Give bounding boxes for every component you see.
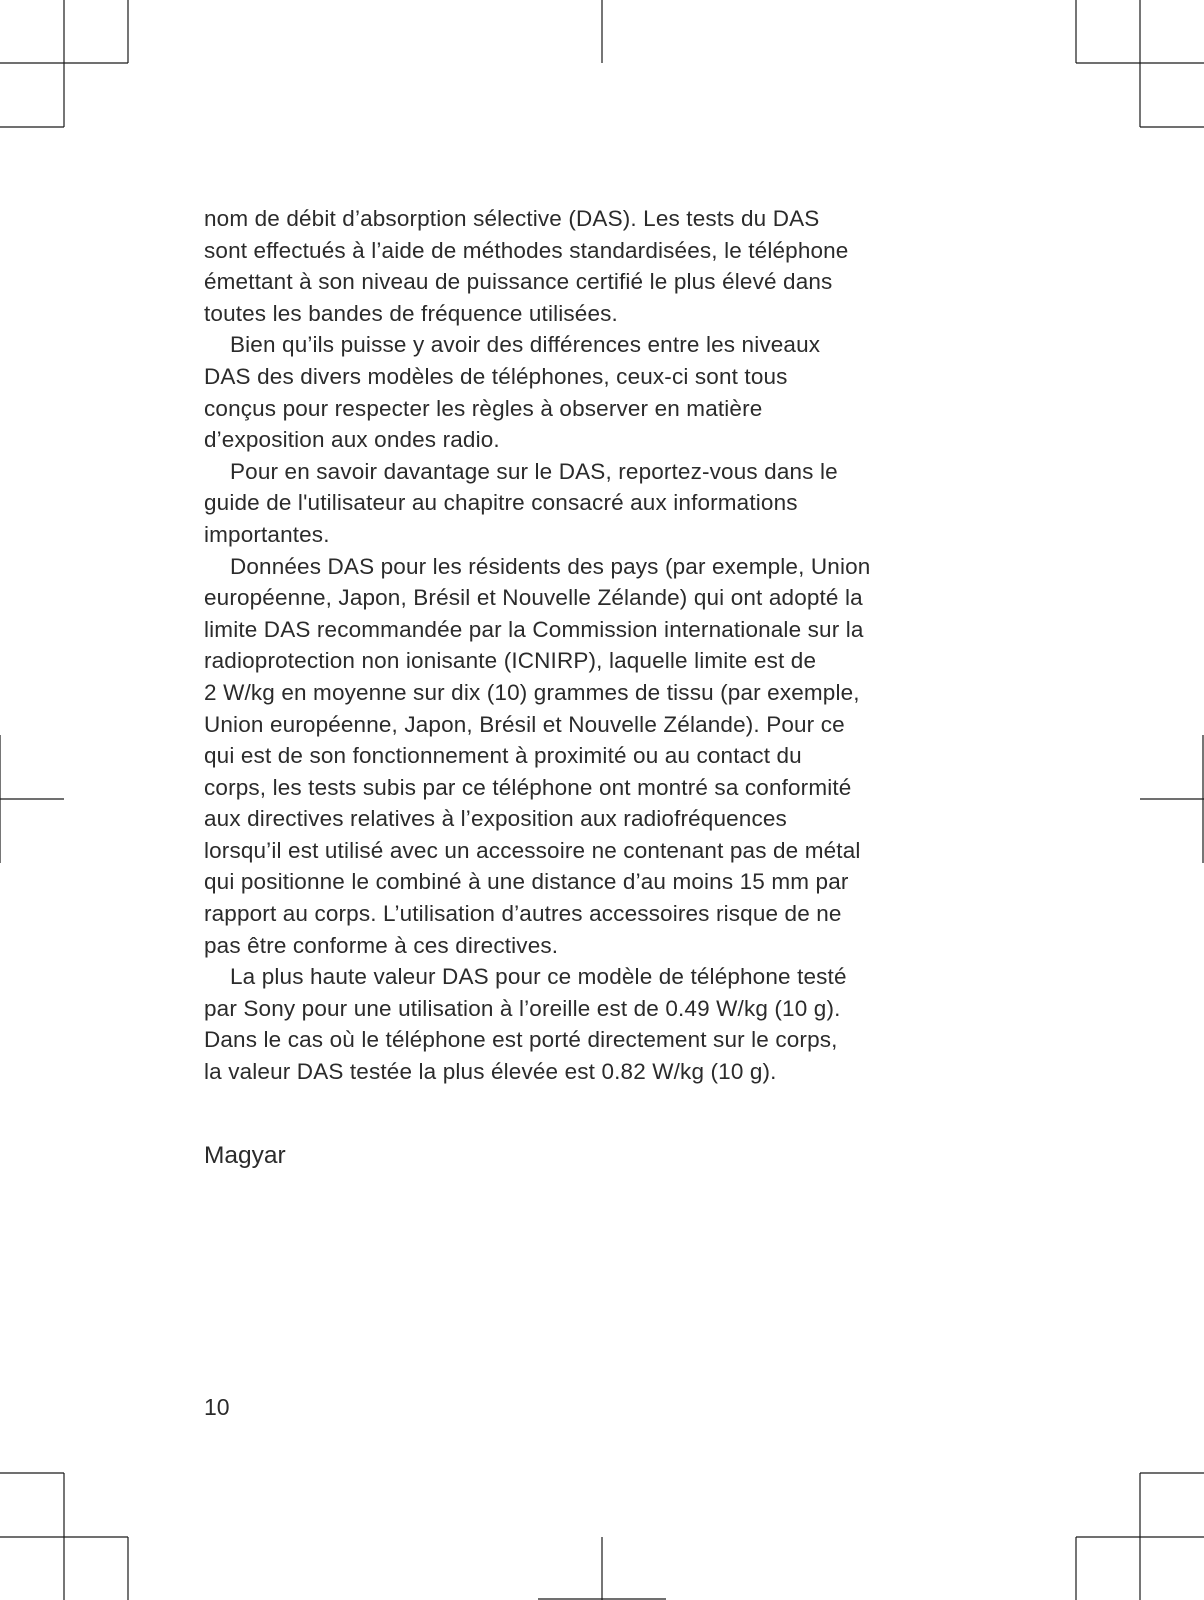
text-line: toutes les bandes de fréquence utilisées. [204,300,618,326]
text-line: rapport au corps. L’utilisation d’autres accessoires risque de ne [204,901,842,927]
text-line: européenne, Japon, Brésil et Nouvelle Zélande) qui ont adopté la [204,585,863,611]
text-line: Données DAS pour les résidents des pays (par exemple, Union [230,553,871,579]
text-line: Bien qu’ils puisse y avoir des différences entre les niveaux [230,332,821,358]
text-line: pas être conforme à ces directives. [204,932,559,958]
body-text [204,203,1004,1088]
text-line: guide de l'utilisateur au chapitre consacré aux informations [204,490,798,516]
text-line: émettant à son niveau de puissance certifié le plus élevé dans [204,269,833,295]
text-line: d’exposition aux ondes radio. [204,427,500,453]
text-line: qui est de son fonctionnement à proximité ou au contact du [204,743,802,769]
paragraph [204,551,1004,962]
text-line: Dans le cas où le téléphone est porté directement sur le corps, [204,1027,838,1053]
text-line: importantes. [204,521,330,547]
text-line: DAS des divers modèles de téléphones, ceux-ci sont tous [204,363,788,389]
section-heading: Magyar [204,1142,286,1169]
text-line: sont effectués à l’aide de méthodes standardisées, le téléphone [204,237,849,263]
text-line: nom de débit d’absorption sélective (DAS). Les tests du DAS [204,206,820,231]
text-line: conçus pour respecter les règles à observer en matière [204,395,763,421]
paragraph [204,329,1004,455]
paragraph [204,456,1004,551]
text-line: limite DAS recommandée par la Commission internationale sur la [204,616,864,642]
text-line: La plus haute valeur DAS pour ce modèle de téléphone testé [230,964,847,990]
text-line: aux directives relatives à l’exposition aux radiofréquences [204,806,787,832]
text-line: 2 W/kg en moyenne sur dix (10) grammes de tissu (par exemple, [204,679,860,705]
text-line: corps, les tests subis par ce téléphone ont montré sa conformité [204,774,852,800]
paragraph [204,961,1004,1087]
paragraph [204,203,1004,329]
page-number: 10 [204,1394,230,1420]
text-line: Union européenne, Japon, Brésil et Nouvelle Zélande). Pour ce [204,711,845,737]
text-line: lorsqu’il est utilisé avec un accessoire ne contenant pas de métal [204,837,861,863]
text-line: par Sony pour une utilisation à l’oreille est de 0.49 W/kg (10 g). [204,995,841,1021]
text-line: la valeur DAS testée la plus élevée est 0.82 W/kg (10 g). [204,1059,777,1085]
text-line: Pour en savoir davantage sur le DAS, reportez-vous dans le [230,458,838,484]
text-line: qui positionne le combiné à une distance d’au moins 15 mm par [204,869,849,895]
text-line: radioprotection non ionisante (ICNIRP), laquelle limite est de [204,648,817,674]
